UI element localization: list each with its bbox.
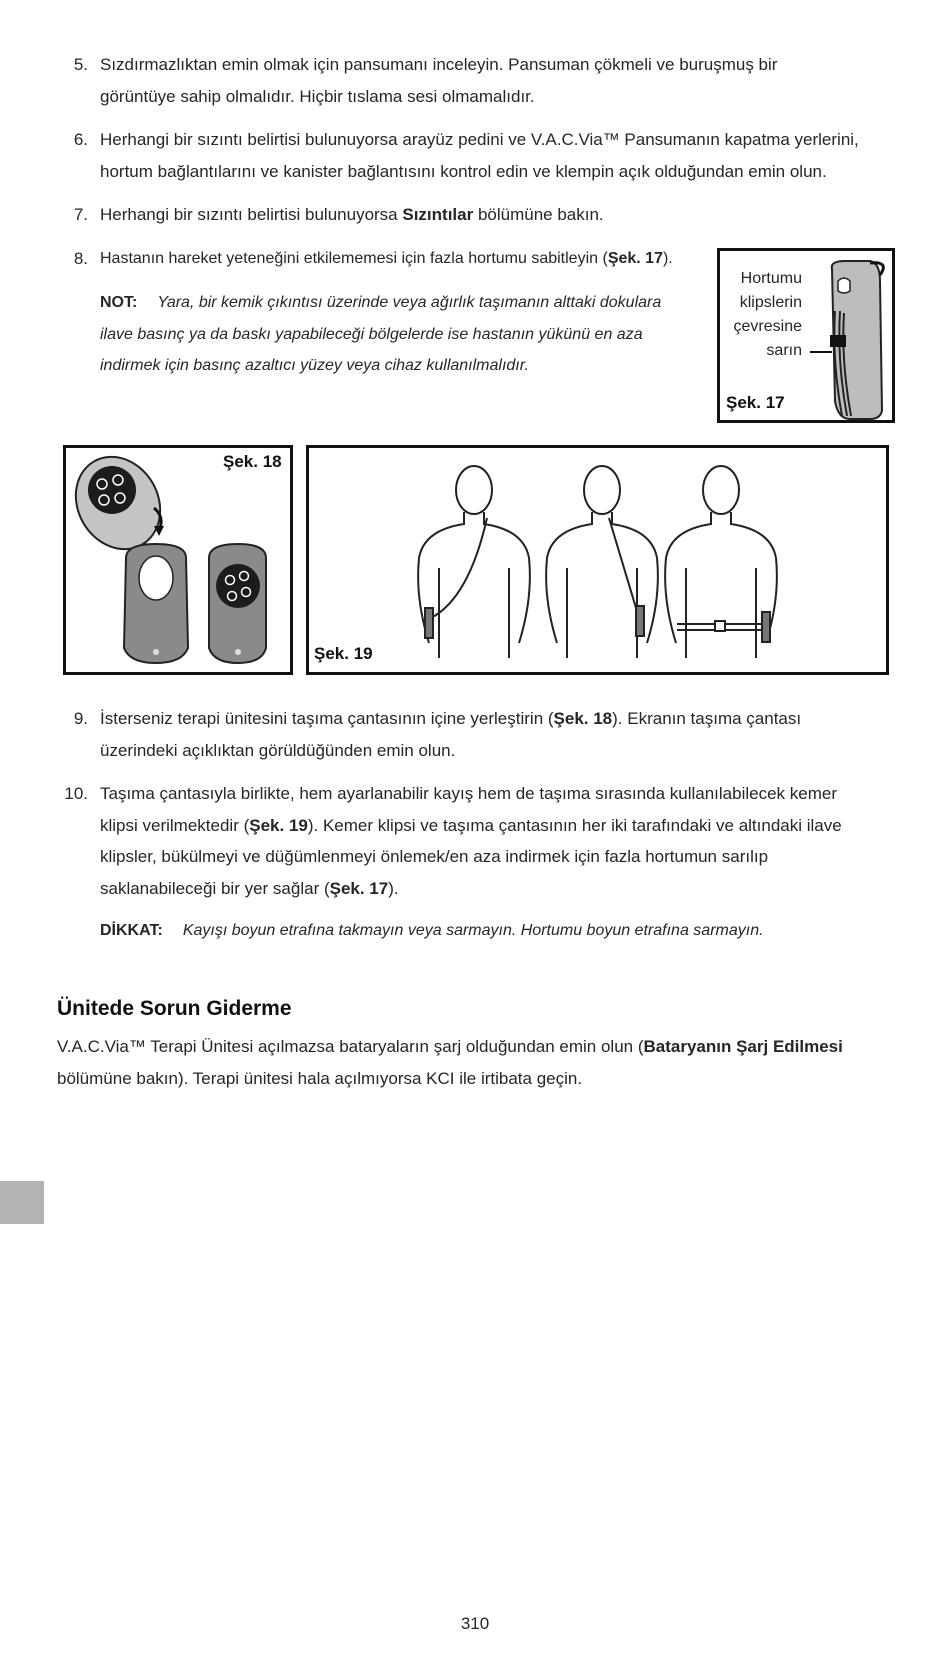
figure-18 [63, 445, 293, 675]
therapy-unit-into-case-illustration [66, 448, 290, 672]
figure-17-callout: Hortumu klipslerin çevresine sarın [733, 270, 802, 359]
list-item-text: Herhangi bir sızıntı belirtisi bulunuyorsa Sızıntılar bölümüne bakın. [100, 205, 604, 224]
figure-17 [717, 248, 895, 423]
list-item-text: Herhangi bir sızıntı belirtisi bulunuyorsa arayüz pedini ve V.A.C.Via™ Pansumanın kapatma yerlerini, hortum bağlantılarını ve kanister bağlantısını kontrol edin ve klempin açık olduğundan emin olun. [100, 130, 859, 181]
note-text: Yara, bir kemik çıkıntısı üzerinde veya ağırlık taşımanın alttaki dokulara ilave basınç ya da baskı yapabileceği bölgelerde ise hastanın yükünü en aza indirmek için basınç azaltıcı yüzey veya cihaz kullanılmalıdır. [100, 294, 662, 374]
figure-19 [306, 445, 889, 675]
strap-and-belt-clip-illustration [309, 448, 886, 672]
section-tab-marker [0, 1181, 44, 1224]
section-body: V.A.C.Via™ Terapi Ünitesi açılmazsa bataryaların şarj olduğundan emin olun (Bataryanın Şarj Edilmesi bölümüne bakın). Terapi ünitesi hala açılmıyorsa KCI ile irtibata geçin. [57, 1037, 843, 1088]
section-heading: Ünitede Sorun Giderme [57, 997, 292, 1020]
caution-text: Kayışı boyun etrafına takmayın veya sarmayın. Hortumu boyun etrafına sarmayın. [182, 922, 764, 939]
list-item-text: Taşıma çantasıyla birlikte, hem ayarlanabilir kayış hem de taşıma sırasında kullanılabilecek kemer klipsi verilmektedir (Şek. 19). Kemer klipsi ve taşıma çantasının her iki tarafındaki ve altındaki ilave klipsler, bükülmeyi ve düğümlenmeyi önlemek/en aza indirmek için fazla hortumun sarılıp saklanabileceği bir yer sağlar (Şek. 17). [100, 784, 842, 898]
item-number: 9. [73, 709, 88, 728]
page-number: 310 [460, 1614, 490, 1633]
figure-17-label: Şek. 17 [726, 393, 785, 412]
figure-19-label: Şek. 19 [314, 644, 373, 663]
callout-leader-line [810, 351, 832, 353]
item-number: 5. [73, 55, 88, 74]
item-number: 8. [73, 249, 88, 268]
figure-18-label: Şek. 18 [223, 452, 282, 471]
item-number: 6. [73, 130, 88, 149]
caution-block [100, 915, 900, 947]
list-item-text: Hastanın hareket yeteneğini etkilememesi için fazla hortumu sabitleyin (Şek. 17). [100, 250, 673, 267]
item-number: 10. [64, 784, 88, 803]
note-block [100, 287, 690, 382]
list-item-text: Sızdırmazlıktan emin olmak için pansumanı inceleyin. Pansuman çökmeli ve buruşmuş bir görüntüye sahip olmalıdır. Hiçbir tıslama sesi olmamalıdır. [100, 55, 778, 106]
note-label: NOT: [100, 294, 138, 311]
list-item-text: İsterseniz terapi ünitesini taşıma çantasının içine yerleştirin (Şek. 18). Ekranın taşıma çantası üzerindeki açıklıktan görüldüğünden emin olun. [100, 709, 802, 760]
item-number: 7. [73, 205, 88, 224]
caution-label: DİKKAT: [100, 922, 163, 939]
